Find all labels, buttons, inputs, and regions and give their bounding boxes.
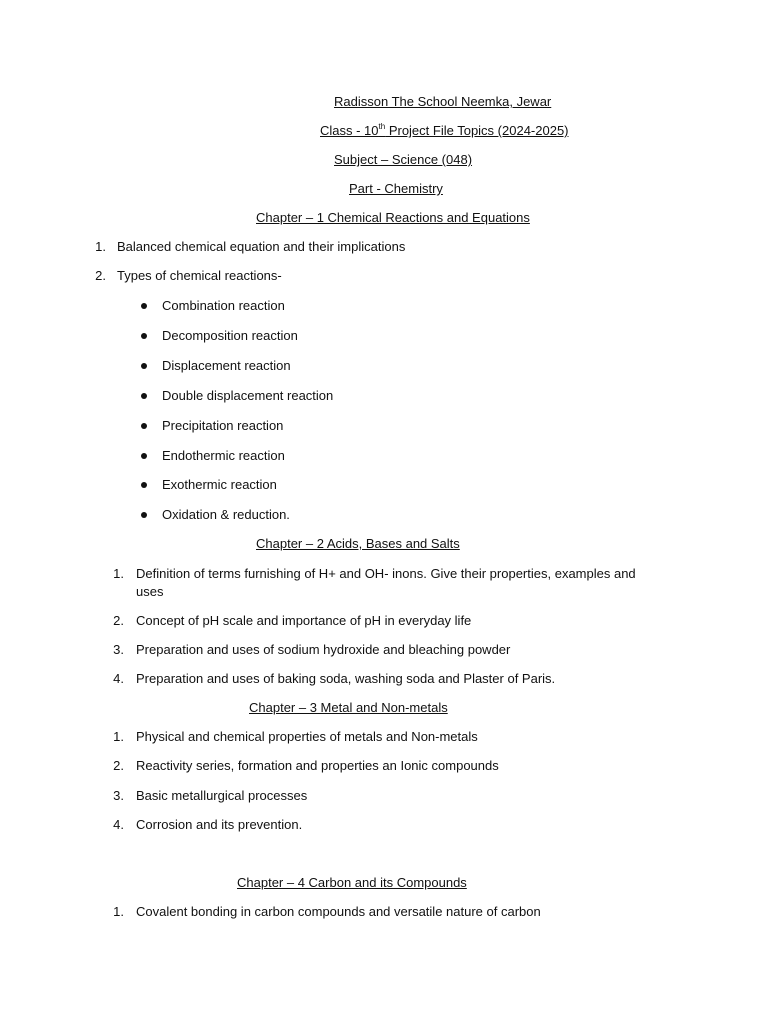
- list-item: Covalent bonding in carbon compounds and versatile nature of carbon: [136, 904, 541, 919]
- list-item: Basic metallurgical processes: [136, 788, 308, 803]
- bullet-point: [141, 303, 147, 309]
- class-prefix: Class - 10: [320, 123, 379, 138]
- list-number: 3.: [113, 788, 124, 803]
- list-item: Balanced chemical equation and their implications: [117, 239, 406, 254]
- list-item: Types of chemical reactions-: [117, 268, 282, 283]
- bullet-item: Decomposition reaction: [162, 328, 298, 343]
- bullet-item: Exothermic reaction: [162, 477, 277, 492]
- bullet-item: Double displacement reaction: [162, 388, 334, 403]
- bullet-point: [141, 512, 147, 518]
- bullet-point: [141, 393, 147, 399]
- bullet-point: [141, 453, 147, 459]
- list-item: Physical and chemical properties of metals and Non-metals: [136, 729, 478, 744]
- bullet-point: [141, 333, 147, 339]
- bullet-point: [141, 423, 147, 429]
- list-number: 1.: [95, 239, 106, 254]
- chapter-4-title: Chapter – 4 Carbon and its Compounds: [237, 875, 467, 890]
- bullet-point: [141, 482, 147, 488]
- list-item: Definition of terms furnishing of H+ and OH- inons. Give their properties, examples and: [136, 566, 636, 581]
- list-item: Preparation and uses of sodium hydroxide and bleaching powder: [136, 642, 511, 657]
- bullet-item: Endothermic reaction: [162, 448, 285, 463]
- list-item-continuation: uses: [136, 584, 164, 599]
- list-number: 4.: [113, 671, 124, 686]
- list-item: Concept of pH scale and importance of pH in everyday life: [136, 613, 472, 628]
- list-number: 2.: [95, 268, 106, 283]
- list-item: Reactivity series, formation and properties an Ionic compounds: [136, 758, 499, 773]
- bullet-item: Displacement reaction: [162, 358, 291, 373]
- school-name: Radisson The School Neemka, Jewar: [334, 94, 552, 109]
- chapter-2-title: Chapter – 2 Acids, Bases and Salts: [256, 536, 460, 551]
- list-number: 3.: [113, 642, 124, 657]
- list-item: Corrosion and its prevention.: [136, 817, 303, 832]
- bullet-point: [141, 363, 147, 369]
- chapter-3-title: Chapter – 3 Metal and Non-metals: [249, 700, 448, 715]
- list-number: 1.: [113, 566, 124, 581]
- list-item: Preparation and uses of baking soda, washing soda and Plaster of Paris.: [136, 671, 556, 686]
- class-heading: [320, 123, 569, 139]
- class-suffix: Project File Topics (2024-2025): [385, 123, 569, 138]
- list-number: 1.: [113, 729, 124, 744]
- bullet-item: Oxidation & reduction.: [162, 507, 290, 522]
- list-number: 2.: [113, 613, 124, 628]
- part-heading: Part - Chemistry: [349, 181, 443, 196]
- bullet-item: Precipitation reaction: [162, 418, 284, 433]
- subject-heading: Subject – Science (048): [334, 152, 473, 167]
- list-number: 4.: [113, 817, 124, 832]
- list-number: 2.: [113, 758, 124, 773]
- list-number: 1.: [113, 904, 124, 919]
- chapter-1-title: Chapter – 1 Chemical Reactions and Equations: [256, 210, 530, 225]
- class-superscript: th: [378, 122, 386, 131]
- bullet-item: Combination reaction: [162, 298, 285, 313]
